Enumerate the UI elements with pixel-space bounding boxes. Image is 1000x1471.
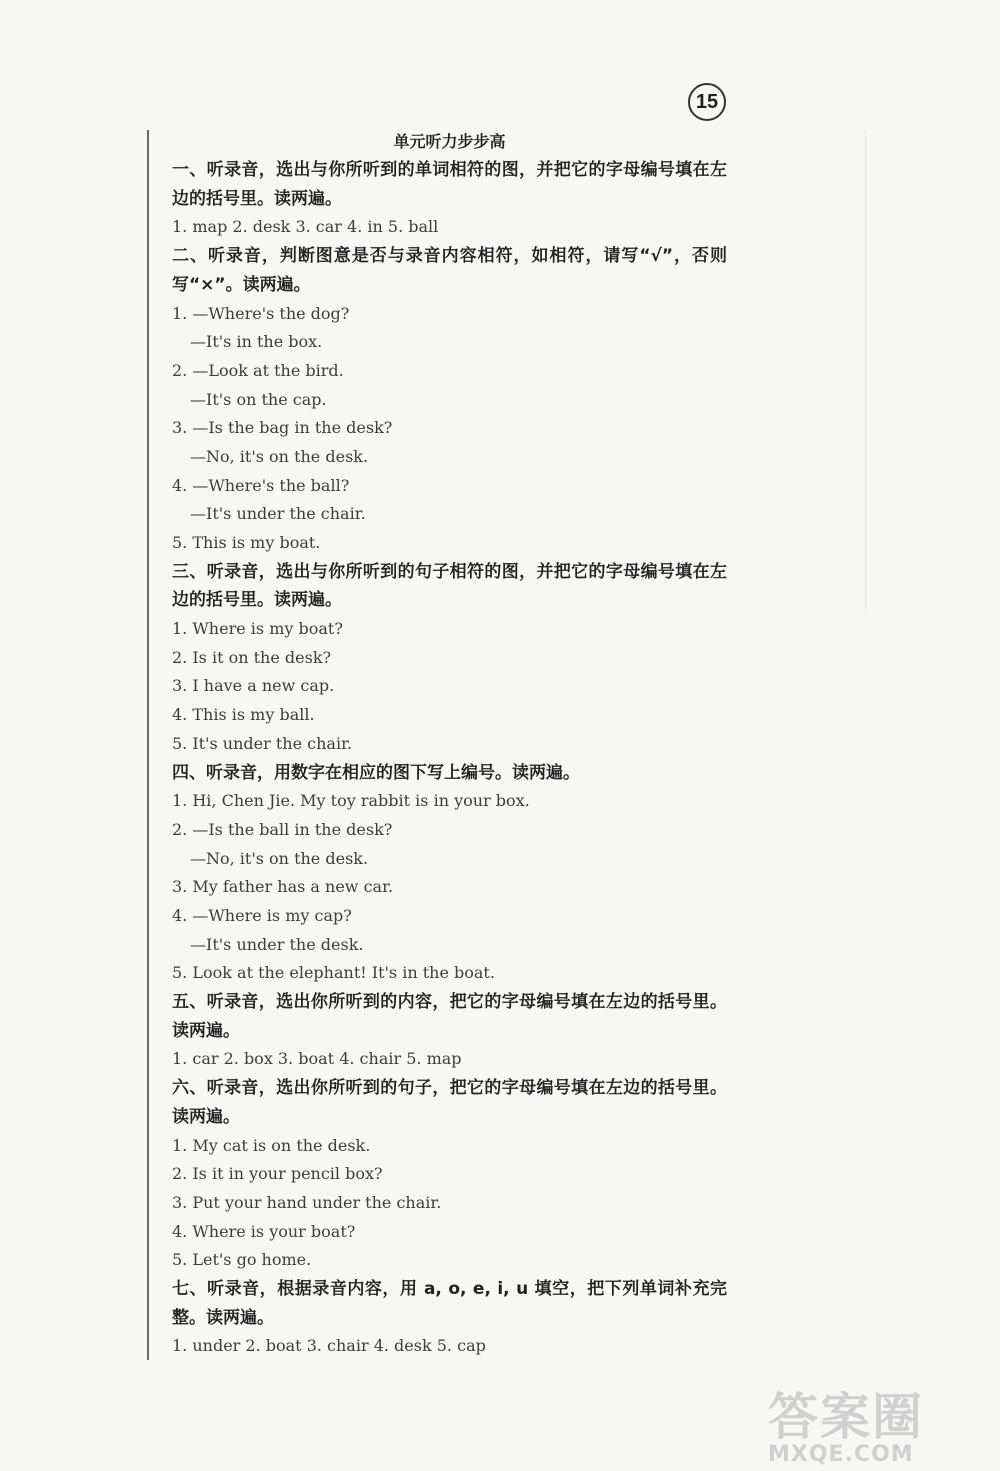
script-line: 1. Hi, Chen Jie. My toy rabbit is in your box. — [172, 791, 530, 811]
exercise-section — [172, 558, 727, 759]
script-line: 1. —Where's the dog? — [172, 303, 350, 323]
section-heading: 六、听录音，选出你所听到的句子，把它的字母编号填在左边的括号里。读两遍。 — [172, 1078, 727, 1127]
section-heading: 二、听录音，判断图意是否与录音内容相符，如相符，请写“√”，否则写“×”。读两遍。 — [172, 246, 727, 295]
script-line: 3. My father has a new car. — [172, 877, 394, 897]
section-heading: 三、听录音，选出与你所听到的句子相符的图，并把它的字母编号填在左边的括号里。读两遍。 — [172, 561, 727, 611]
script-line: —No, it's on the desk. — [190, 446, 369, 466]
exercise-section — [172, 156, 727, 242]
script-line: 5. It's under the chair. — [172, 733, 353, 753]
exercise-content — [172, 128, 727, 1361]
script-line: 1. map 2. desk 3. car 4. in 5. ball — [172, 217, 439, 237]
page-number: 15 — [688, 83, 726, 121]
left-margin-rule — [147, 130, 149, 1360]
page-title: 单元听力步步高 — [393, 132, 506, 151]
script-line: 5. This is my boat. — [172, 533, 321, 552]
script-line: 1. My cat is on the desk. — [172, 1135, 371, 1155]
script-line: 2. Is it on the desk? — [172, 647, 332, 667]
watermark-url: MXQE.COM — [768, 1442, 914, 1467]
script-line: 3. —Is the bag in the desk? — [172, 418, 393, 438]
exercise-section — [172, 759, 727, 989]
section-heading: 五、听录音，选出你所听到的内容，把它的字母编号填在左边的括号里。读两遍。 — [172, 992, 727, 1041]
script-line: 1. Where is my boat? — [172, 619, 343, 639]
script-line: —No, it's on the desk. — [190, 848, 369, 868]
script-line: —It's on the cap. — [190, 389, 327, 409]
script-line: 2. Is it in your pencil box? — [172, 1164, 383, 1184]
section-heading: 四、听录音，用数字在相应的图下写上编号。读两遍。 — [172, 762, 580, 783]
script-line: —It's under the chair. — [190, 504, 366, 524]
script-line: 1. car 2. box 3. boat 4. chair 5. map — [172, 1049, 462, 1069]
script-line: 4. Where is your boat? — [172, 1221, 356, 1241]
script-line: 3. Put your hand under the chair. — [172, 1192, 442, 1212]
exercise-section — [172, 1275, 727, 1361]
watermark-text: 答案圈 — [768, 1388, 924, 1446]
script-line: 1. under 2. boat 3. chair 4. desk 5. cap — [172, 1336, 486, 1356]
exercise-section — [172, 1074, 727, 1275]
script-line: 5. Let's go home. — [172, 1250, 312, 1270]
script-line: 4. This is my ball. — [172, 705, 315, 725]
exercise-section — [172, 242, 727, 558]
watermark-logo — [768, 1388, 924, 1467]
script-line: 4. —Where's the ball? — [172, 475, 350, 495]
section-heading: 七、听录音，根据录音内容，用 a, o, e, i, u 填空，把下列单词补充完整。读两遍。 — [172, 1278, 727, 1328]
exercise-section — [172, 988, 727, 1074]
section-heading: 一、听录音，选出与你所听到的单词相符的图，并把它的字母编号填在左边的括号里。读两遍。 — [172, 160, 727, 209]
script-line: 4. —Where is my cap? — [172, 905, 352, 925]
script-line: —It's under the desk. — [190, 934, 364, 954]
script-line: —It's in the box. — [190, 332, 323, 352]
script-line: 3. I have a new cap. — [172, 676, 335, 696]
script-line: 5. Look at the elephant! It's in the boat. — [172, 963, 495, 983]
scan-edge-mark — [865, 130, 866, 610]
script-line: 2. —Look at the bird. — [172, 360, 344, 380]
script-line: 2. —Is the ball in the desk? — [172, 819, 393, 839]
